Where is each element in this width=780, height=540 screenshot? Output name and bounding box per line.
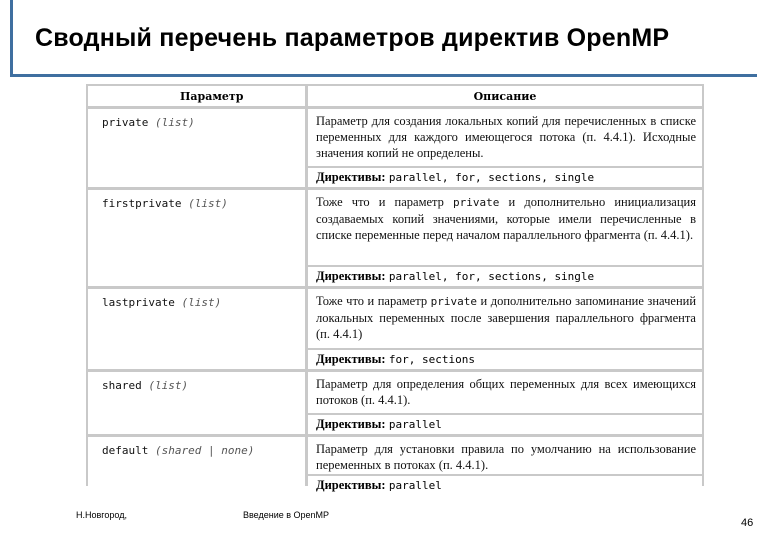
- desc-text: [308, 437, 702, 474]
- directives-line: [308, 166, 702, 187]
- param-arg: (list): [188, 197, 228, 210]
- desc-cell: [308, 289, 702, 369]
- directives-values: for, sections: [388, 353, 475, 366]
- directives-values: parallel, for, sections, single: [388, 270, 595, 283]
- param-name: lastprivate: [102, 296, 175, 309]
- directives-line: [308, 474, 702, 495]
- desc-text: [308, 190, 702, 265]
- desc-cell: [308, 372, 702, 434]
- slide-title: Сводный перечень параметров директив OpenMP: [35, 24, 670, 52]
- param-cell: [88, 109, 305, 187]
- param-cell: [88, 372, 305, 434]
- desc-part-a: Параметр для определения общих переменных для всех имеющихся потоков (п. 4.4.1).: [316, 377, 696, 407]
- param-arg: (list): [148, 379, 189, 392]
- header-param: Параметр: [88, 86, 305, 106]
- param-name: private: [102, 116, 149, 129]
- desc-cell: [308, 437, 702, 495]
- desc-part-a: Параметр для установки правила по умолчанию на использование переменных в потоках (п. 4.4.1).: [316, 442, 696, 472]
- directives-values: parallel, for, sections, single: [388, 171, 595, 184]
- param-name: shared: [102, 379, 142, 392]
- directives-label: Директивы:: [316, 417, 386, 431]
- directives-label: Директивы:: [316, 170, 386, 184]
- param-name: default: [102, 444, 149, 457]
- table-grid: [88, 86, 702, 492]
- header-desc: Описание: [308, 86, 702, 106]
- param-arg: (list): [181, 296, 222, 309]
- directives-values: parallel: [388, 479, 442, 492]
- param-cell: [88, 190, 305, 286]
- directives-label: Директивы:: [316, 269, 386, 283]
- param-name: firstprivate: [102, 197, 182, 210]
- desc-code: private: [430, 295, 477, 308]
- desc-part-a: Тоже что и параметр: [316, 294, 428, 308]
- footer-city: Н.Новгород,: [76, 510, 127, 520]
- desc-part-b: и дополнительно запоминание значений локальных переменных после завершения параллельного фрагмента (п. 4.4.1): [316, 294, 697, 341]
- desc-text: [308, 289, 702, 348]
- directives-line: [308, 413, 702, 434]
- directives-label: Директивы:: [316, 352, 386, 366]
- param-arg: (list): [154, 116, 195, 129]
- desc-part-b: и дополнительно инициализация создаваемых копий значениями, которые имели перечисленные в списке переменные перед началом параллельного фрагмента (п. 4.4.1).: [316, 195, 696, 242]
- param-arg: (shared | none): [154, 444, 255, 457]
- desc-text: [308, 372, 702, 413]
- directives-line: [308, 348, 702, 369]
- desc-text: [308, 109, 702, 166]
- title-bar: [10, 0, 757, 77]
- desc-cell: [308, 109, 702, 187]
- page-number: 46: [741, 517, 754, 529]
- param-cell: [88, 437, 305, 495]
- directives-values: parallel: [388, 418, 442, 431]
- parameters-table: [86, 84, 704, 492]
- desc-code: private: [453, 196, 500, 209]
- desc-cell: [308, 190, 702, 286]
- footer-course: Введение в OpenMP: [243, 510, 330, 520]
- desc-part-a: Тоже что и параметр: [316, 195, 444, 209]
- directives-line: [308, 265, 702, 286]
- directives-label: Директивы:: [316, 478, 386, 492]
- desc-part-a: Параметр для создания локальных копий для перечисленных в списке переменных для каждого имеющегося потока (п. 4.4.1). Исходные значения копий не определены.: [316, 114, 696, 160]
- param-cell: [88, 289, 305, 369]
